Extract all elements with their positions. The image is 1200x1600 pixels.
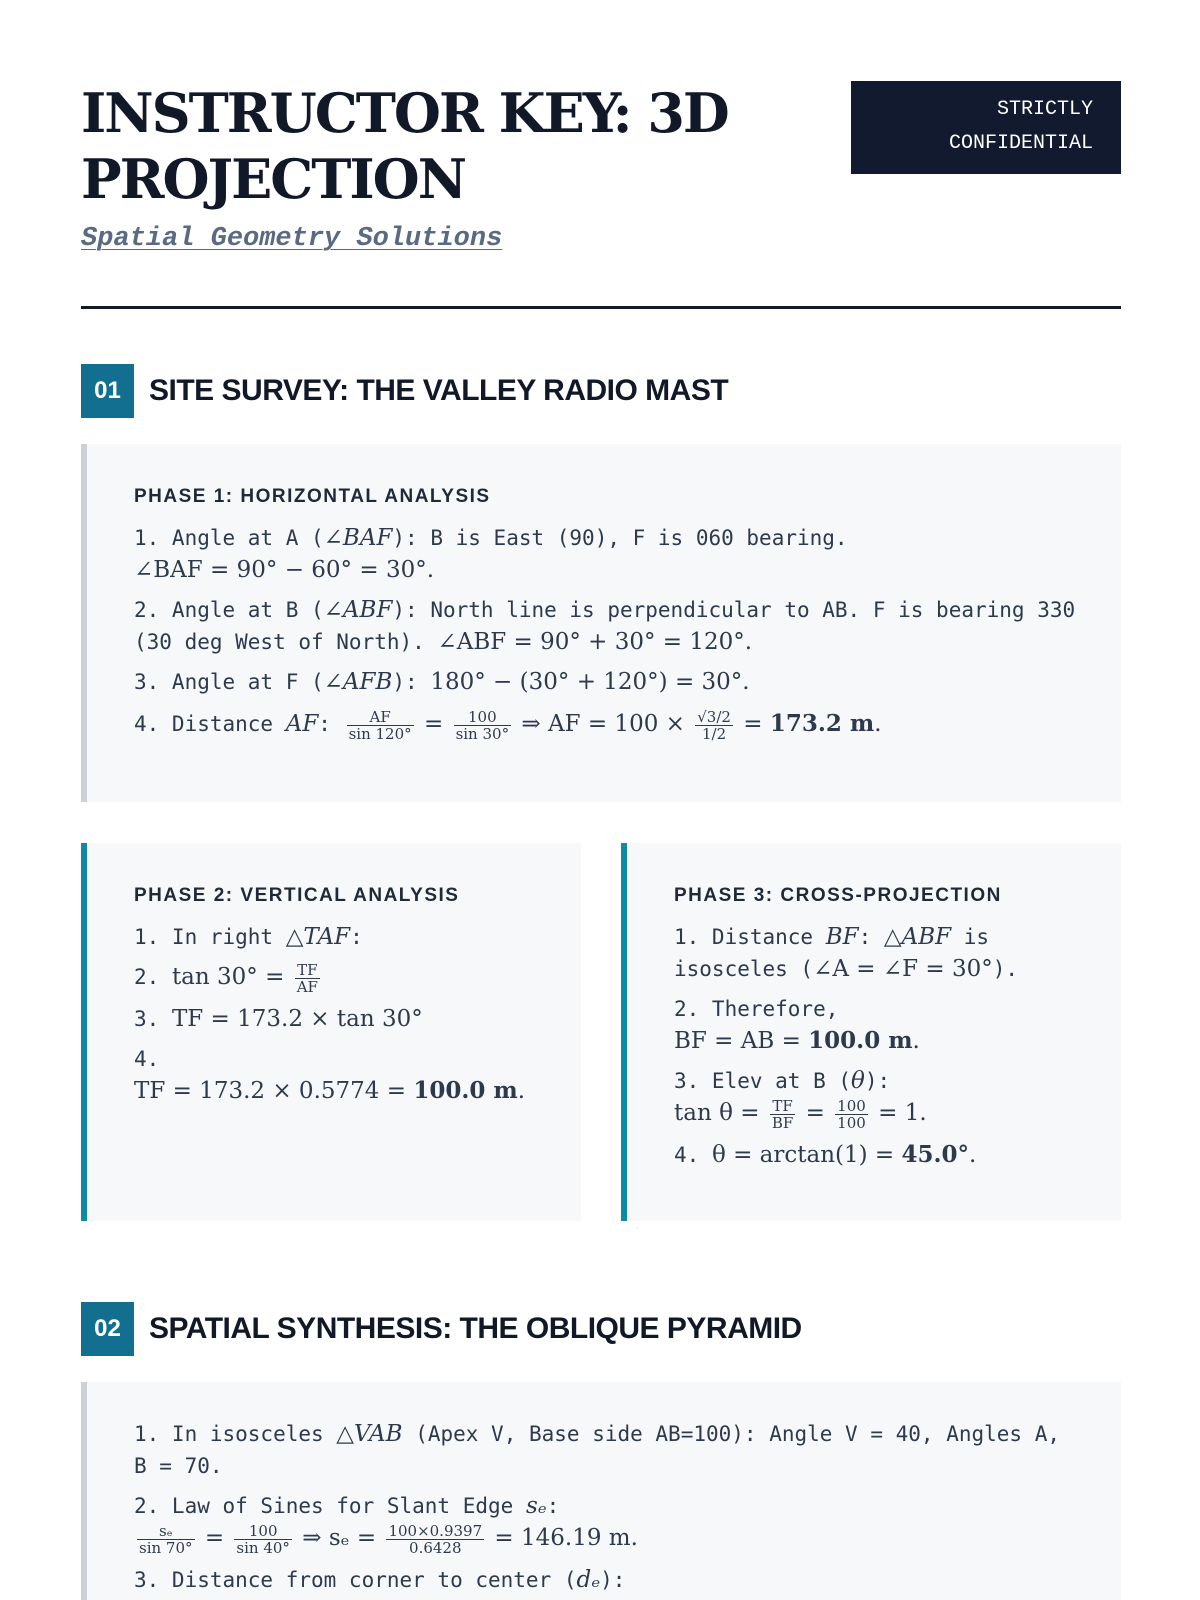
- pyramid-step-3: 3. Distance from corner to center (dₑ):: [134, 1566, 626, 1593]
- pyramid-step-2: 2. Law of Sines for Slant Edge sₑ: $\frac{\text{sₑ}}{\sin 70^\circ}$ = $\frac{100}{\sin 40^\circ}$ ⇒ sₑ = $\frac{100\times 0.9397}{0.6428}$ = 146.19 m.: [134, 1493, 638, 1557]
- phase-1-step-4: 4. Distance AF: $\frac{AF}{\sin 120^\circ}$ = $\frac{100}{\sin 30^\circ}$ ⇒ AF = 100 × $\frac{√3/2}{1/2}$ = 173.2 m.: [134, 707, 882, 743]
- page-title: INSTRUCTOR KEY: 3D PROJECTION: [81, 81, 728, 211]
- section-1-number: 01: [81, 364, 134, 418]
- section-2-number: 02: [81, 1302, 134, 1356]
- badge-line-1: STRICTLY: [996, 98, 1093, 121]
- phase-3-step-4: 4. θ = arctan(1) = 45.0°.: [674, 1140, 977, 1168]
- phase-2-step-1: 1. In right △TAF:: [134, 924, 363, 950]
- fraction: $\frac{100}{\sin 30^\circ}$: [455, 707, 510, 743]
- phase-3-step-2: 2. Therefore, BF = AB = 100.0 m.: [674, 997, 920, 1054]
- header-divider: [81, 306, 1121, 309]
- section-1-header: [81, 364, 728, 418]
- phase-3-panel: [621, 843, 1121, 1221]
- phase-1-panel: [81, 444, 1121, 802]
- phase-2-heading: PHASE 2: VERTICAL ANALYSIS: [134, 885, 460, 906]
- fraction: $\frac{TF}{AF}$: [296, 960, 318, 996]
- fraction: $\frac{√3/2}{1/2}$: [697, 707, 731, 743]
- badge-line-2: CONFIDENTIAL: [948, 132, 1093, 155]
- section-2-title: SPATIAL SYNTHESIS: THE OBLIQUE PYRAMID: [149, 1312, 802, 1345]
- pyramid-panel: [81, 1382, 1121, 1600]
- phase-3-step-3: 3. Elev at B (θ): tan θ = $\frac{TF}{BF}$ = $\frac{100}{100}$ = 1.: [674, 1068, 927, 1132]
- section-2-header: [81, 1302, 802, 1356]
- phase-2-panel: [81, 843, 581, 1221]
- phase-2-step-3: 3. TF = 173.2 × tan 30°: [134, 1005, 423, 1032]
- fraction: $\frac{100}{100}$: [837, 1096, 866, 1132]
- phase-1-step-3: 3. Angle at F (∠AFB): 180° − (30° + 120°) = 30°.: [134, 669, 750, 695]
- section-1-title: SITE SURVEY: THE VALLEY RADIO MAST: [149, 374, 729, 407]
- fraction: $\frac{AF}{\sin 120^\circ}$: [348, 707, 412, 743]
- phase-2-step-4: 4. TF = 173.2 × 0.5774 = 100.0 m.: [134, 1046, 525, 1104]
- confidential-badge: [851, 81, 1121, 174]
- page-subtitle: Spatial Geometry Solutions: [81, 224, 503, 254]
- phase-1-step-1: 1. Angle at A (∠BAF): B is East (90), F is 060 bearing. ∠BAF = 90° − 60° = 30°.: [134, 525, 848, 583]
- phase-3-step-1: 1. Distance BF: △ABF is isosceles (∠A = ∠F = 30°).: [674, 924, 1019, 982]
- fraction: $\frac{100\times 0.9397}{0.6428}$: [388, 1521, 483, 1557]
- fraction: $\frac{TF}{BF}$: [771, 1096, 794, 1132]
- fraction: $\frac{\text{sₑ}}{\sin 70^\circ}$: [139, 1521, 193, 1557]
- pyramid-step-1: 1. In isosceles △VAB (Apex V, Base side AB=100): Angle V = 40, Angles A, B = 70.: [134, 1421, 1073, 1478]
- phase-3-heading: PHASE 3: CROSS-PROJECTION: [674, 885, 1002, 906]
- phase-1-step-2: 2. Angle at B (∠ABF): North line is perpendicular to AB. F is bearing 330 (30 deg West of North). ∠ABF = 90° + 30° = 120°.: [134, 597, 1088, 655]
- fraction: $\frac{100}{\sin 40^\circ}$: [236, 1521, 290, 1557]
- phase-2-step-2: 2. tan 30° = $\frac{TF}{AF}$: [134, 960, 318, 996]
- phase-1-heading: PHASE 1: HORIZONTAL ANALYSIS: [134, 486, 491, 507]
